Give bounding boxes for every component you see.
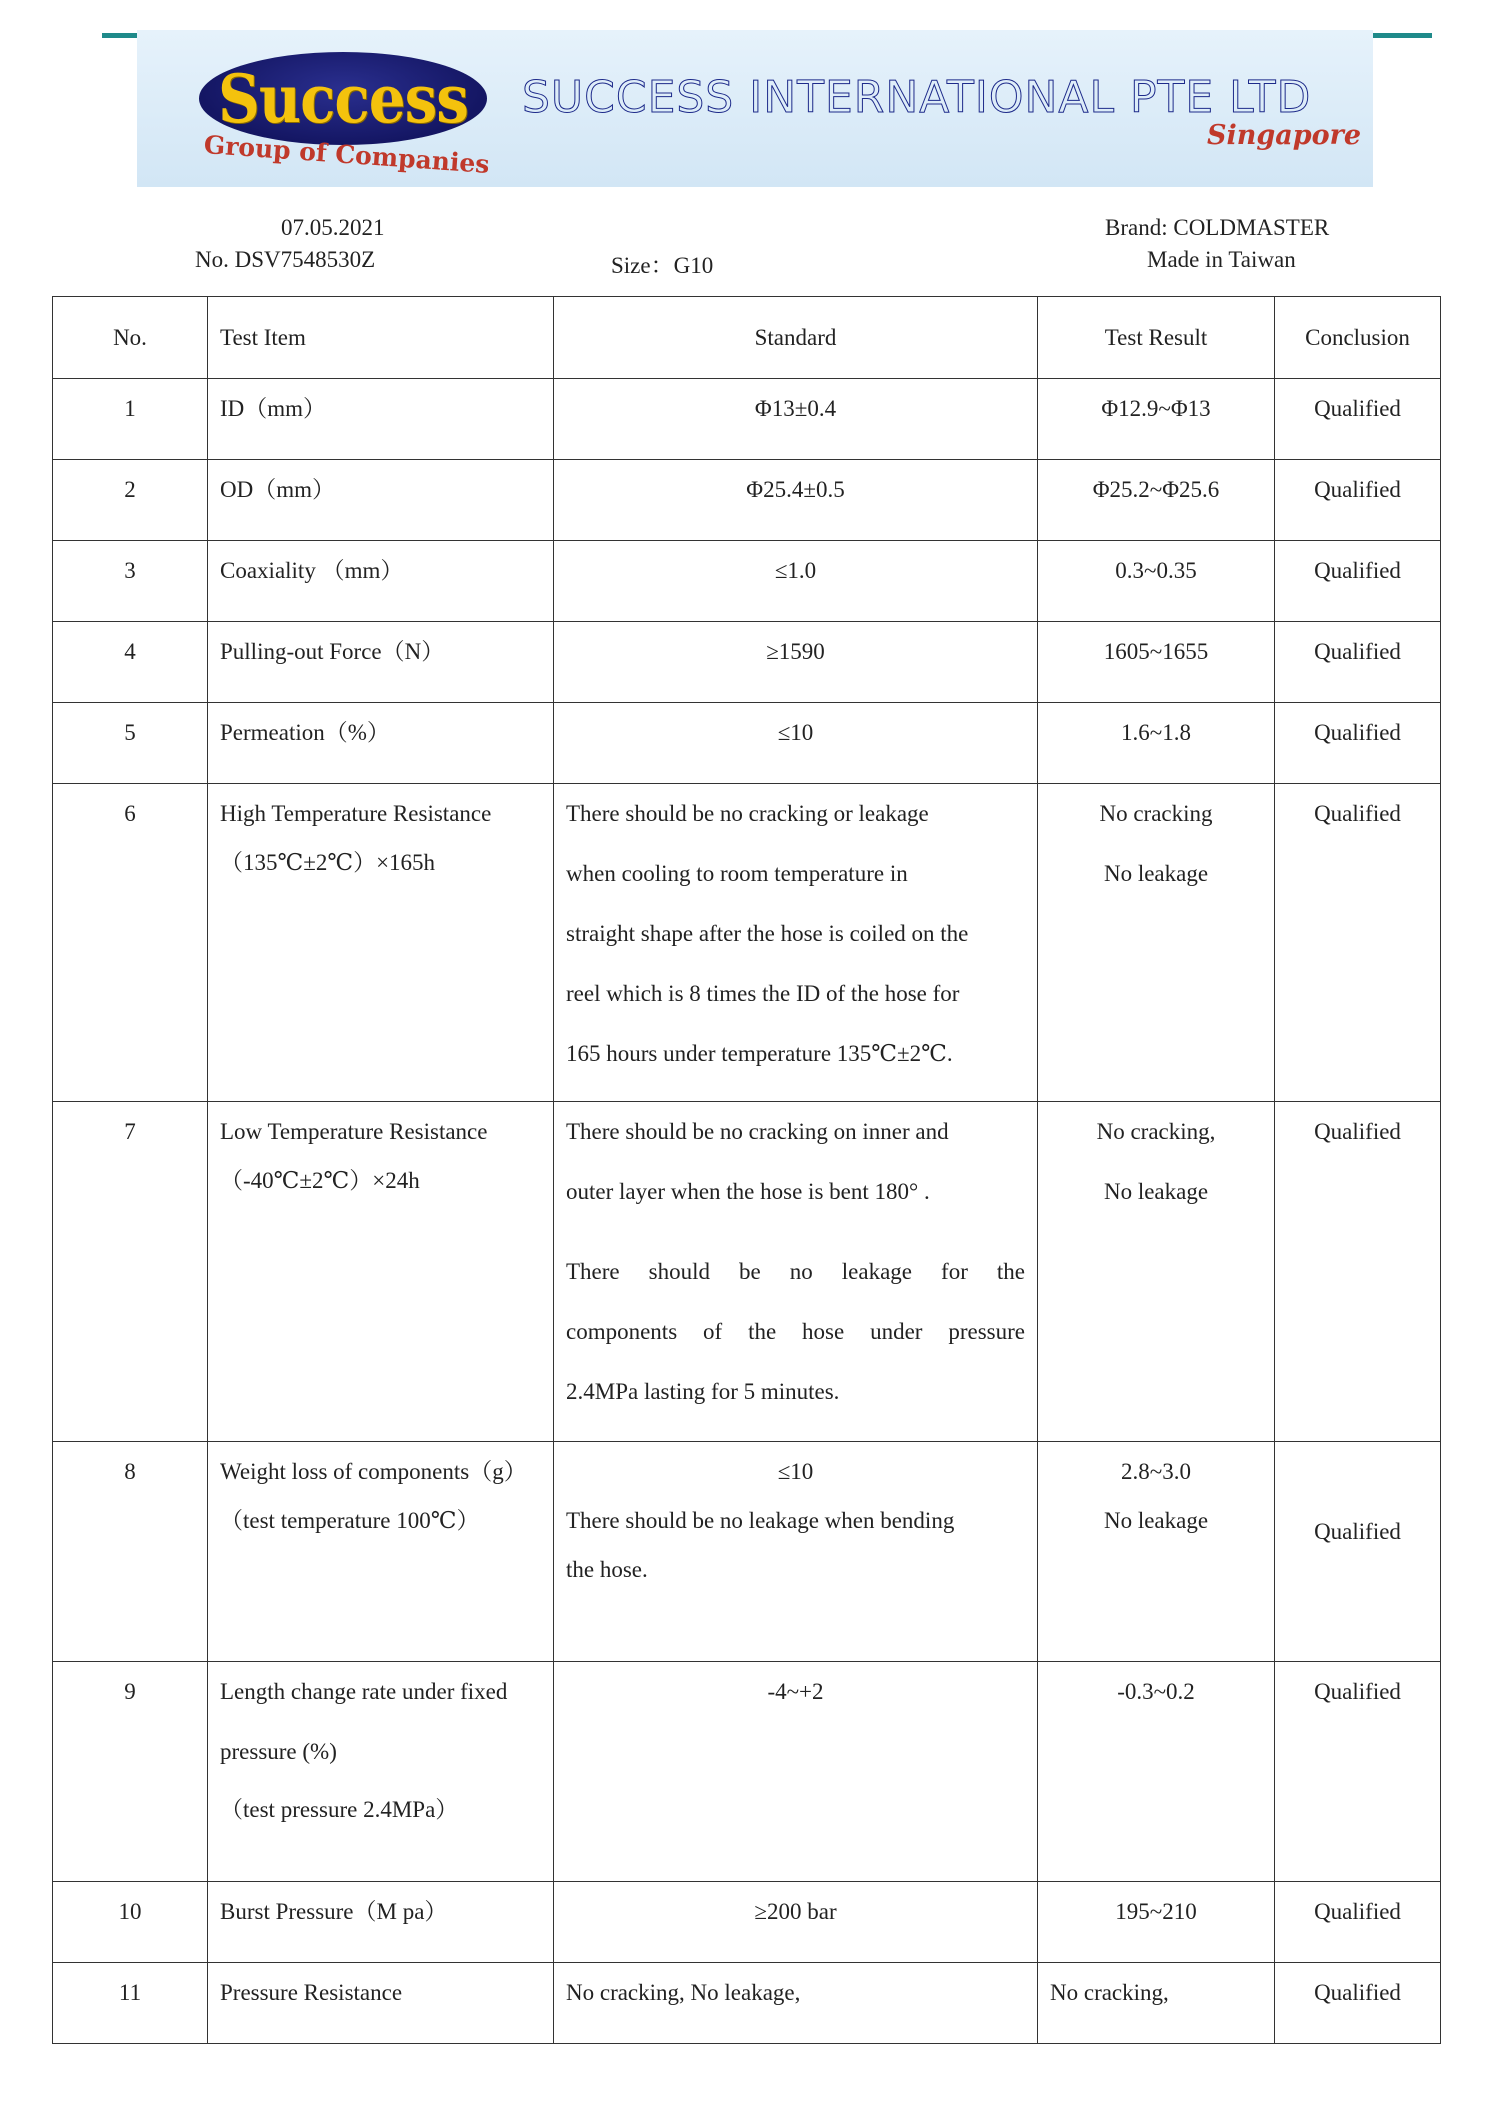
result-line: No cracking,: [1096, 1119, 1216, 1144]
report-date: 07.05.2021: [281, 215, 385, 240]
standard-line: There should be no cracking on inner and: [566, 1119, 949, 1144]
test-report-table: [52, 296, 1441, 2044]
logo-subtitle: [203, 126, 503, 186]
cell-no: 2: [53, 460, 208, 541]
cell-conclusion: Qualified: [1275, 703, 1441, 784]
cell-no: 8: [53, 1442, 208, 1662]
cell-result: -0.3~0.2: [1038, 1662, 1275, 1882]
cell-standard: ≤10: [554, 703, 1038, 784]
table-row: [53, 1102, 1441, 1442]
cell-conclusion: Qualified: [1275, 622, 1441, 703]
cell-conclusion: Qualified: [1275, 1102, 1441, 1442]
standard-line: 165 hours under temperature 135℃±2℃.: [566, 1041, 953, 1066]
cell-test-item: [208, 1662, 554, 1882]
cell-test-item: [208, 1102, 554, 1442]
result-line: 2.8~3.0: [1121, 1459, 1191, 1484]
table-row: [53, 1442, 1441, 1662]
cell-conclusion: Qualified: [1275, 460, 1441, 541]
cell-result: Φ12.9~Φ13: [1038, 379, 1275, 460]
cell-conclusion: Qualified: [1275, 1882, 1441, 1963]
result-line: No leakage: [1103, 861, 1209, 886]
cell-no: 6: [53, 784, 208, 1102]
header-no: No.: [53, 297, 208, 379]
item-line: （-40℃±2℃）×24h: [220, 1168, 420, 1193]
item-line: High Temperature Resistance: [220, 801, 492, 826]
cell-no: 7: [53, 1102, 208, 1442]
report-number: No. DSV7548530Z: [195, 247, 376, 272]
standard-line: There should be no leakage when bending: [566, 1508, 955, 1533]
item-line: Low Temperature Resistance: [220, 1119, 488, 1144]
cell-standard: ≥1590: [554, 622, 1038, 703]
table-row: [53, 541, 1441, 622]
cell-no: 9: [53, 1662, 208, 1882]
logo-word: Success: [218, 59, 468, 138]
cell-result: No cracking,: [1038, 1963, 1275, 2044]
cell-no: 3: [53, 541, 208, 622]
cell-test-item: ID（mm）: [208, 379, 554, 460]
cell-conclusion: Qualified: [1275, 784, 1441, 1102]
table-row: [53, 703, 1441, 784]
cell-conclusion: Qualified: [1275, 1963, 1441, 2044]
header-test-result: Test Result: [1038, 297, 1275, 379]
cell-result: [1038, 1442, 1275, 1662]
item-line: （135℃±2℃）×165h: [220, 850, 436, 875]
cell-result: Φ25.2~Φ25.6: [1038, 460, 1275, 541]
result-line: No leakage: [1103, 1179, 1209, 1204]
item-line: pressure (%): [220, 1739, 337, 1764]
cell-no: 1: [53, 379, 208, 460]
standard-line: outer layer when the hose is bent 180° .: [566, 1179, 930, 1204]
standard-line: components of the hose under pressure: [566, 1319, 1025, 1344]
cell-standard: Φ13±0.4: [554, 379, 1038, 460]
cell-no: 10: [53, 1882, 208, 1963]
table-row: [53, 1662, 1441, 1882]
cell-test-item: OD（mm）: [208, 460, 554, 541]
cell-test-item: Permeation（%）: [208, 703, 554, 784]
cell-result: 1605~1655: [1038, 622, 1275, 703]
table-row: [53, 622, 1441, 703]
header-conclusion: Conclusion: [1275, 297, 1441, 379]
table-row: [53, 379, 1441, 460]
cell-test-item: Pulling-out Force（N）: [208, 622, 554, 703]
made-in: Made in Taiwan: [1147, 247, 1296, 272]
cell-standard: Φ25.4±0.5: [554, 460, 1038, 541]
cell-standard: [554, 784, 1038, 1102]
cell-conclusion: Qualified: [1275, 379, 1441, 460]
result-line: No cracking: [1099, 801, 1213, 826]
letterhead-banner: [137, 30, 1373, 187]
hose-size: Size：G10: [611, 253, 714, 278]
standard-line: reel which is 8 times the ID of the hose for: [566, 981, 960, 1006]
cell-conclusion: Qualified: [1275, 1662, 1441, 1882]
cell-conclusion: Qualified: [1275, 1442, 1441, 1662]
cell-result: [1038, 784, 1275, 1102]
cell-result: 195~210: [1038, 1882, 1275, 1963]
table-header-row: [53, 297, 1441, 379]
table-row: [53, 784, 1441, 1102]
table-row: [53, 1882, 1441, 1963]
company-name: SUCCESS INTERNATIONAL PTE LTD: [522, 72, 1312, 123]
standard-line: the hose.: [566, 1557, 648, 1582]
table-row: [53, 460, 1441, 541]
standard-line: 2.4MPa lasting for 5 minutes.: [566, 1379, 840, 1404]
cell-test-item: Burst Pressure（M pa）: [208, 1882, 554, 1963]
cell-standard: -4~+2: [554, 1662, 1038, 1882]
item-line: Length change rate under fixed: [220, 1679, 508, 1704]
logo-subtitle-text: Group of Companies: [203, 130, 491, 179]
cell-standard: [554, 1442, 1038, 1662]
cell-standard: ≥200 bar: [554, 1882, 1038, 1963]
brand: Brand: COLDMASTER: [1105, 215, 1330, 240]
standard-line: ≤10: [777, 1459, 814, 1484]
cell-test-item: [208, 784, 554, 1102]
header-test-item: Test Item: [208, 297, 554, 379]
result-line: No leakage: [1103, 1508, 1209, 1533]
item-line: （test temperature 100℃）: [220, 1508, 480, 1533]
cell-result: 1.6~1.8: [1038, 703, 1275, 784]
cell-result: [1038, 1102, 1275, 1442]
cell-result: 0.3~0.35: [1038, 541, 1275, 622]
standard-line: when cooling to room temperature in: [566, 861, 908, 886]
item-line: Weight loss of components（g）: [220, 1459, 527, 1484]
cell-test-item: [208, 1442, 554, 1662]
cell-no: 4: [53, 622, 208, 703]
cell-conclusion: Qualified: [1275, 541, 1441, 622]
cell-test-item: Coaxiality （mm）: [208, 541, 554, 622]
company-city: Singapore: [1207, 120, 1362, 151]
header-standard: Standard: [554, 297, 1038, 379]
cell-standard: [554, 1102, 1038, 1442]
item-line: （test pressure 2.4MPa）: [220, 1797, 459, 1822]
cell-test-item: Pressure Resistance: [208, 1963, 554, 2044]
standard-line: straight shape after the hose is coiled on the: [566, 921, 969, 946]
cell-standard: ≤1.0: [554, 541, 1038, 622]
cell-no: 5: [53, 703, 208, 784]
standard-line: There should be no cracking or leakage: [566, 801, 929, 826]
cell-no: 11: [53, 1963, 208, 2044]
cell-standard: No cracking, No leakage,: [554, 1963, 1038, 2044]
standard-line: There should be no leakage for the: [566, 1259, 1025, 1284]
table-row: [53, 1963, 1441, 2044]
